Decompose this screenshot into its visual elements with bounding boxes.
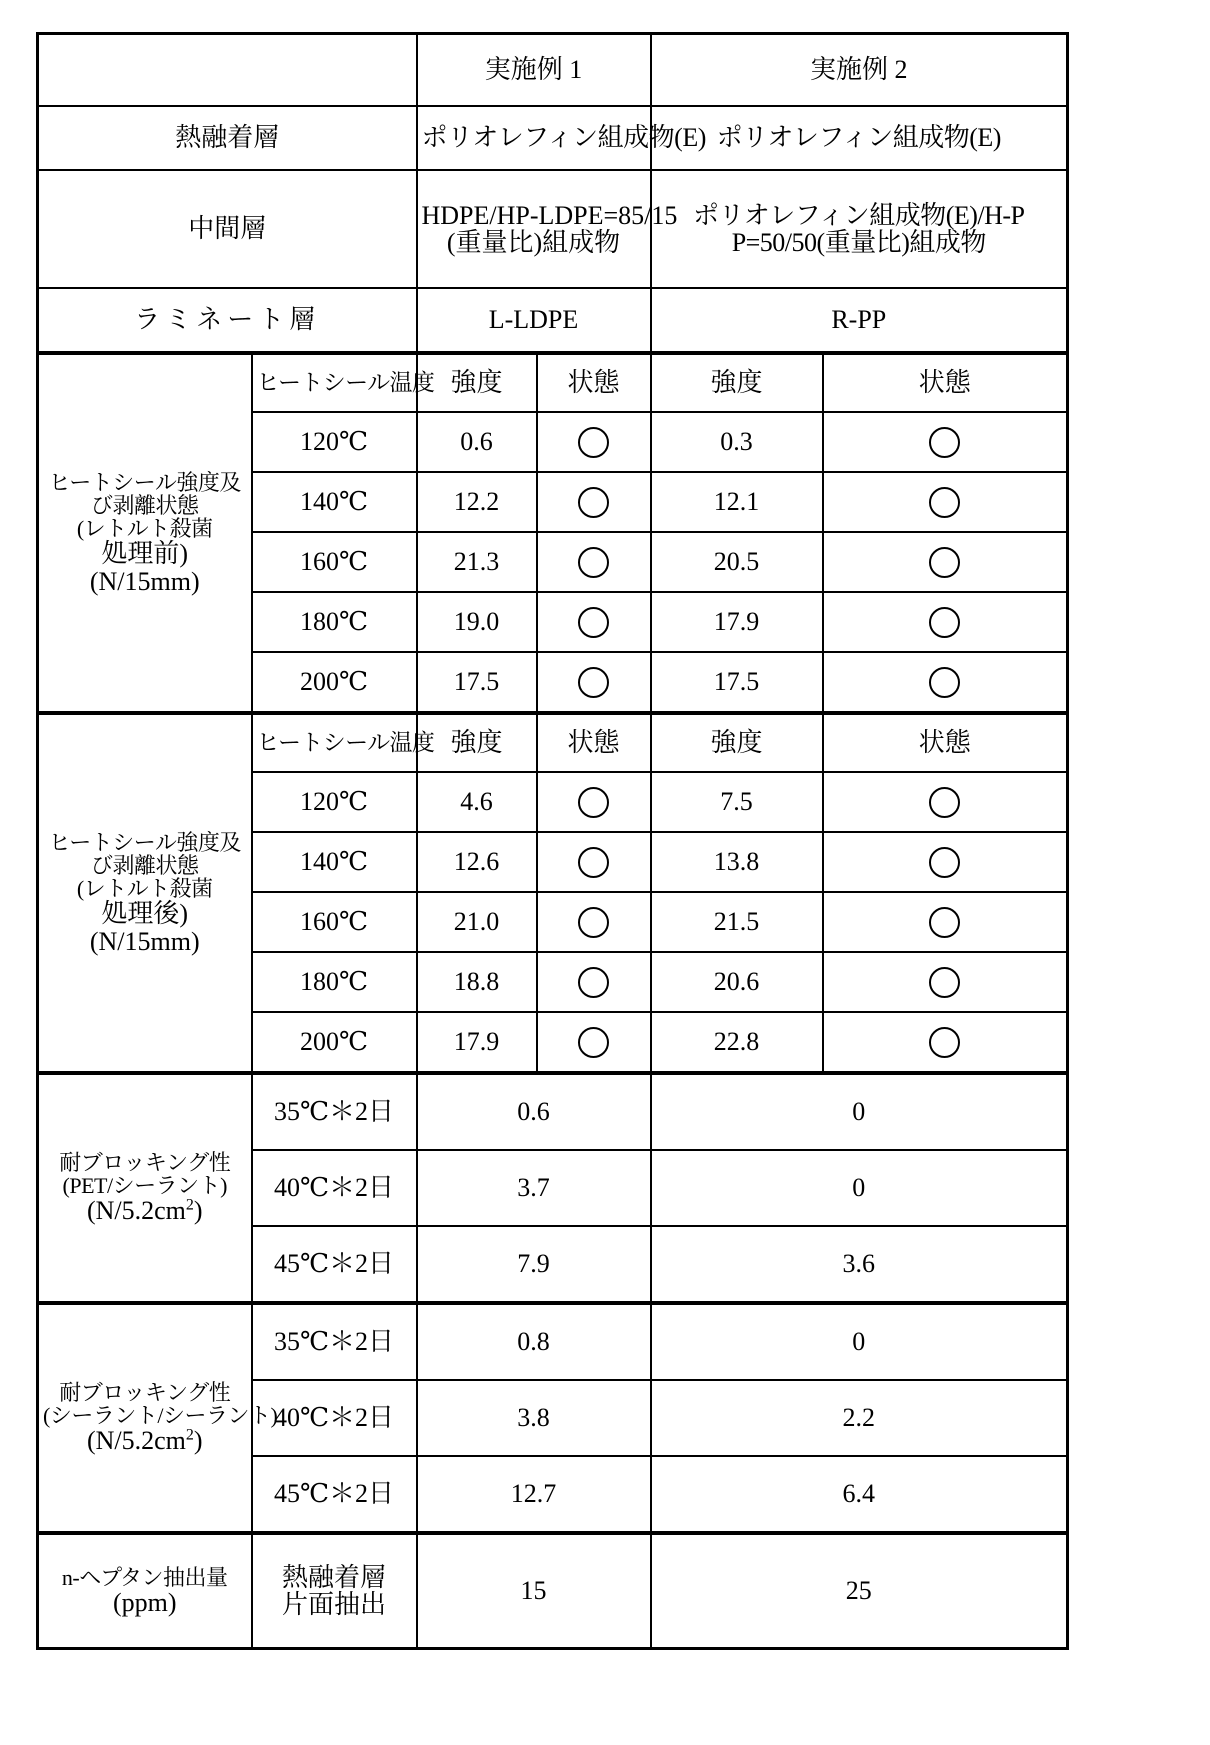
heatseal-before-ex1-state-2 <box>537 532 651 592</box>
blocking-sealant-condition-2: 45℃＊2日 <box>252 1456 417 1533</box>
circle-mark-icon <box>578 487 609 518</box>
laminate-layer-example-2: R-PP <box>651 288 1068 353</box>
subheader-state-ex1-before: 状態 <box>537 353 651 412</box>
circle-mark-icon <box>929 787 960 818</box>
table-row-fusion-layer <box>38 106 1068 170</box>
heatseal-before-label-line-5: (N/15mm) <box>89 566 200 596</box>
intermediate-ex1-line-1: HDPE/HP-LDPE=85/15 <box>421 200 678 230</box>
column-header-example-2: 実施例 2 <box>651 34 1068 107</box>
heptane-label-line-1: n-ヘプタン抽出量 <box>61 1564 228 1590</box>
subheader-state-ex1-after: 状態 <box>537 713 651 772</box>
circle-mark-icon <box>929 607 960 638</box>
heatseal-after-ex1-state-3 <box>537 952 651 1012</box>
properties-comparison-table <box>36 32 1069 1650</box>
blocking-sealant-ex2-0: 0 <box>651 1303 1068 1380</box>
heatseal-after-ex2-strength-2: 21.5 <box>651 892 823 952</box>
circle-mark-icon <box>578 907 609 938</box>
heatseal-before-label-line-4: 処理前) <box>101 539 189 569</box>
circle-mark-icon <box>578 607 609 638</box>
blocking-pet-ex1-2: 7.9 <box>417 1226 651 1303</box>
heatseal-before-ex2-strength-3: 17.9 <box>651 592 823 652</box>
intermediate-ex1-line-2: (重量比)組成物 <box>446 228 621 257</box>
blocking-sealant-label-line-2: (シーラント/シーラント) <box>43 1403 278 1429</box>
circle-mark-icon <box>929 547 960 578</box>
heatseal-after-ex2-state-1 <box>823 832 1068 892</box>
intermediate-ex2-line-2: P=50/50(重量比)組成物 <box>731 228 986 257</box>
heatseal-before-ex1-strength-3: 19.0 <box>417 592 537 652</box>
table-row-heptane-extraction <box>38 1533 1068 1649</box>
row-label-heatseal-after <box>38 713 252 1073</box>
heatseal-after-ex2-strength-1: 13.8 <box>651 832 823 892</box>
blocking-sealant-label-line-1: 耐ブロッキング性 <box>59 1380 231 1406</box>
heatseal-before-ex1-strength-0: 0.6 <box>417 412 537 472</box>
corner-blank-cell <box>38 34 417 107</box>
heatseal-after-temp-1: 140℃ <box>252 832 417 892</box>
circle-mark-icon <box>578 787 609 818</box>
heatseal-before-temp-2: 160℃ <box>252 532 417 592</box>
blocking-sealant-condition-0: 35℃＊2日 <box>252 1303 417 1380</box>
heatseal-after-ex1-state-2 <box>537 892 651 952</box>
heatseal-before-temp-0: 120℃ <box>252 412 417 472</box>
blocking-sealant-label-line-3 <box>43 1427 247 1454</box>
row-label-fusion-layer: 熱融着層 <box>38 106 417 170</box>
blocking-pet-condition-2: 45℃＊2日 <box>252 1226 417 1303</box>
heatseal-before-label-line-2: び剥離状態 <box>90 493 199 519</box>
subheader-strength-ex1-before: 強度 <box>417 353 537 412</box>
blocking-pet-label-line-2: (PET/シーラント) <box>62 1173 227 1199</box>
subheader-heatseal-temperature-before: ヒートシール温度 <box>252 353 417 412</box>
heatseal-after-label-line-5: (N/15mm) <box>89 926 200 956</box>
heptane-ex2-value: 25 <box>651 1533 1068 1649</box>
row-label-intermediate-layer: 中間層 <box>38 170 417 288</box>
heatseal-after-temp-4: 200℃ <box>252 1012 417 1073</box>
circle-mark-icon <box>929 667 960 698</box>
circle-mark-icon <box>929 1027 960 1058</box>
circle-mark-icon <box>929 427 960 458</box>
heatseal-after-ex2-state-2 <box>823 892 1068 952</box>
circle-mark-icon <box>578 967 609 998</box>
heatseal-after-ex2-state-0 <box>823 772 1068 832</box>
heatseal-after-label-line-1: ヒートシール強度及 <box>48 830 241 856</box>
laminate-layer-example-1: L-LDPE <box>417 288 651 353</box>
blocking-pet-ex1-0: 0.6 <box>417 1073 651 1150</box>
heatseal-after-ex2-strength-3: 20.6 <box>651 952 823 1012</box>
heatseal-before-ex1-strength-1: 12.2 <box>417 472 537 532</box>
heatseal-after-ex2-strength-0: 7.5 <box>651 772 823 832</box>
circle-mark-icon <box>929 487 960 518</box>
row-label-heptane-extraction <box>38 1533 252 1649</box>
blocking-pet-ex1-1: 3.7 <box>417 1150 651 1226</box>
blocking-sealant-unit-post: ) <box>193 1426 203 1456</box>
circle-mark-icon <box>578 427 609 458</box>
heatseal-before-ex1-state-1 <box>537 472 651 532</box>
heatseal-before-ex2-strength-4: 17.5 <box>651 652 823 713</box>
blocking-sealant-ex2-1: 2.2 <box>651 1380 1068 1456</box>
heatseal-before-ex2-state-3 <box>823 592 1068 652</box>
heatseal-after-ex1-state-4 <box>537 1012 651 1073</box>
heatseal-before-ex2-state-2 <box>823 532 1068 592</box>
blocking-pet-ex2-1: 0 <box>651 1150 1068 1226</box>
blocking-sealant-ex1-1: 3.8 <box>417 1380 651 1456</box>
heatseal-before-ex2-state-1 <box>823 472 1068 532</box>
column-header-example-1: 実施例 1 <box>417 34 651 107</box>
row-label-laminate-layer: ラミネート層 <box>38 288 417 353</box>
heatseal-before-ex1-strength-4: 17.5 <box>417 652 537 713</box>
table-row-blocking-sealant-0 <box>38 1303 1068 1380</box>
heatseal-before-ex1-state-0 <box>537 412 651 472</box>
subheader-heatseal-temperature-after: ヒートシール温度 <box>252 713 417 772</box>
heatseal-before-temp-3: 180℃ <box>252 592 417 652</box>
heatseal-after-ex2-strength-4: 22.8 <box>651 1012 823 1073</box>
table-row-intermediate-layer <box>38 170 1068 288</box>
heatseal-before-temp-1: 140℃ <box>252 472 417 532</box>
intermediate-ex2-line-1: ポリオレフィン組成物(E)/H-P <box>693 200 1025 230</box>
heatseal-before-ex2-state-0 <box>823 412 1068 472</box>
heatseal-after-ex1-strength-3: 18.8 <box>417 952 537 1012</box>
heatseal-before-ex1-strength-2: 21.3 <box>417 532 537 592</box>
fusion-layer-example-2: ポリオレフィン組成物(E) <box>651 106 1068 170</box>
heatseal-after-ex1-state-0 <box>537 772 651 832</box>
heatseal-after-ex2-state-4 <box>823 1012 1068 1073</box>
blocking-pet-unit-post: ) <box>193 1196 203 1226</box>
blocking-sealant-unit-sup: 2 <box>185 1426 194 1444</box>
circle-mark-icon <box>929 907 960 938</box>
row-label-heatseal-before <box>38 353 252 713</box>
table-row-heatseal-before-subheader <box>38 353 1068 412</box>
blocking-pet-unit-pre: (N/5.2cm <box>86 1196 186 1226</box>
heatseal-after-temp-2: 160℃ <box>252 892 417 952</box>
heptane-sublabel <box>252 1533 417 1649</box>
circle-mark-icon <box>578 667 609 698</box>
blocking-pet-ex2-2: 3.6 <box>651 1226 1068 1303</box>
circle-mark-icon <box>578 1027 609 1058</box>
row-label-blocking-pet <box>38 1073 252 1303</box>
heatseal-after-label-line-4: 処理後) <box>101 899 189 929</box>
heatseal-before-ex2-strength-0: 0.3 <box>651 412 823 472</box>
fusion-layer-example-1: ポリオレフィン組成物(E) <box>417 106 651 170</box>
table-row-blocking-pet-0 <box>38 1073 1068 1150</box>
heptane-ex1-value: 15 <box>417 1533 651 1649</box>
blocking-pet-condition-0: 35℃＊2日 <box>252 1073 417 1150</box>
heatseal-after-temp-3: 180℃ <box>252 952 417 1012</box>
heatseal-before-ex1-state-3 <box>537 592 651 652</box>
heptane-sublabel-line-1: 熱融着層 <box>281 1562 386 1592</box>
heatseal-after-label-line-3: (レトルト殺菌 <box>76 876 213 902</box>
table-row-heatseal-after-subheader <box>38 713 1068 772</box>
heatseal-after-ex1-strength-0: 4.6 <box>417 772 537 832</box>
heatseal-after-ex1-strength-1: 12.6 <box>417 832 537 892</box>
circle-mark-icon <box>929 967 960 998</box>
heatseal-before-ex2-strength-2: 20.5 <box>651 532 823 592</box>
subheader-strength-ex1-after: 強度 <box>417 713 537 772</box>
circle-mark-icon <box>578 547 609 578</box>
subheader-state-ex2-after: 状態 <box>823 713 1068 772</box>
heatseal-before-ex2-state-4 <box>823 652 1068 713</box>
heatseal-after-ex1-strength-2: 21.0 <box>417 892 537 952</box>
circle-mark-icon <box>929 847 960 878</box>
intermediate-layer-example-1 <box>417 170 678 288</box>
blocking-pet-label-line-1: 耐ブロッキング性 <box>59 1150 231 1176</box>
heatseal-after-label-line-2: び剥離状態 <box>90 853 199 879</box>
blocking-sealant-ex1-2: 12.7 <box>417 1456 651 1533</box>
blocking-sealant-condition-1: 40℃＊2日 <box>252 1380 417 1456</box>
blocking-sealant-ex1-0: 0.8 <box>417 1303 651 1380</box>
subheader-state-ex2-before: 状態 <box>823 353 1068 412</box>
heatseal-before-ex1-state-4 <box>537 652 651 713</box>
intermediate-layer-example-2 <box>651 170 1068 288</box>
blocking-pet-ex2-0: 0 <box>651 1073 1068 1150</box>
heatseal-before-label-line-3: (レトルト殺菌 <box>76 516 213 542</box>
heptane-label-line-2: (ppm) <box>112 1587 177 1617</box>
heatseal-before-ex2-strength-1: 12.1 <box>651 472 823 532</box>
blocking-sealant-ex2-2: 6.4 <box>651 1456 1068 1533</box>
subheader-strength-ex2-before: 強度 <box>651 353 823 412</box>
blocking-pet-label-line-3 <box>43 1197 247 1224</box>
table-row-examples-header <box>38 34 1068 107</box>
circle-mark-icon <box>578 847 609 878</box>
heatseal-before-label-line-1: ヒートシール強度及 <box>48 470 241 496</box>
blocking-sealant-unit-pre: (N/5.2cm <box>86 1426 186 1456</box>
blocking-pet-condition-1: 40℃＊2日 <box>252 1150 417 1226</box>
heatseal-after-ex1-state-1 <box>537 832 651 892</box>
subheader-strength-ex2-after: 強度 <box>651 713 823 772</box>
heatseal-after-temp-0: 120℃ <box>252 772 417 832</box>
heatseal-after-ex1-strength-4: 17.9 <box>417 1012 537 1073</box>
blocking-pet-unit-sup: 2 <box>185 1196 194 1214</box>
row-label-blocking-sealant <box>38 1303 278 1533</box>
heatseal-after-ex2-state-3 <box>823 952 1068 1012</box>
heatseal-before-temp-4: 200℃ <box>252 652 417 713</box>
table-row-laminate-layer <box>38 288 1068 353</box>
heptane-sublabel-line-2: 片面抽出 <box>281 1590 386 1619</box>
